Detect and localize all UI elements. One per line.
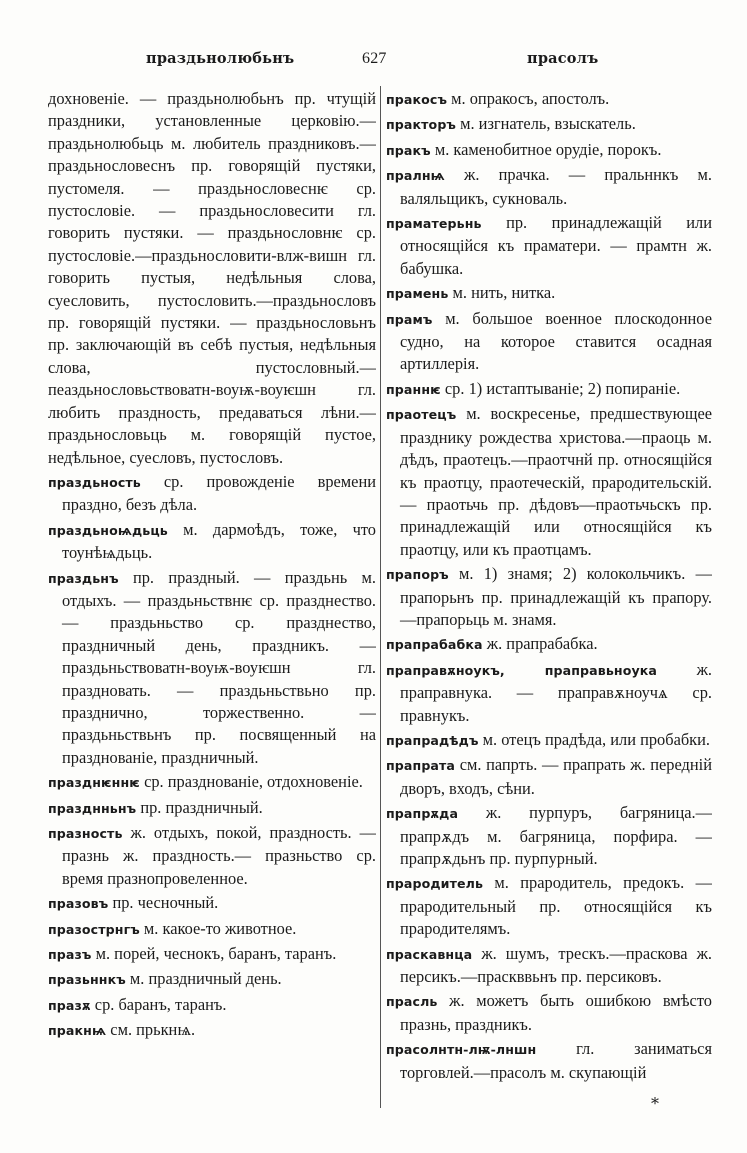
headword: празовъ: [48, 896, 109, 912]
dictionary-entry: [48, 519, 376, 565]
headword: пралнѩ: [386, 168, 445, 184]
definition: ср. празднованіе, отдохновеніе.: [144, 772, 363, 792]
dictionary-entry: [386, 990, 712, 1036]
headword: празъ: [48, 947, 92, 963]
headword: практоръ: [386, 117, 456, 133]
dictionary-entry: [386, 403, 712, 561]
headword: празьннкъ: [48, 972, 126, 988]
headword: прапоръ: [386, 567, 449, 583]
definition: м. нить, нитка.: [452, 283, 556, 303]
definition: пр. принадлежащій или относящійся къ праматери. — прамтн ж. бабушка.: [400, 213, 712, 278]
dictionary-entry: [386, 282, 712, 305]
dictionary-entry: [386, 872, 712, 940]
running-head-right: прасолъ: [527, 50, 599, 67]
definition: м. опракосъ, апостолъ.: [451, 89, 610, 108]
dictionary-entry: [48, 968, 376, 991]
dictionary-entry: [386, 113, 712, 136]
definition: см. прькнѩ.: [110, 1020, 196, 1040]
dictionary-entry: [48, 822, 376, 890]
headword: прамъ: [386, 311, 433, 327]
headword: празднньнъ: [48, 800, 137, 816]
dictionary-entry: [386, 139, 712, 162]
definition: м. отецъ прадѣда, или пробабки.: [482, 729, 711, 749]
dictionary-entry: [386, 378, 712, 401]
definition: см. папрть. — прапрать ж. передній дворъ, входъ, сѣни.: [400, 755, 712, 798]
headword: праздьнъ: [48, 570, 119, 586]
dictionary-entry: [386, 659, 712, 727]
dictionary-entry: [386, 729, 712, 752]
left-column: [48, 88, 376, 1108]
definition: м. дармоѣдъ, тоже, что тоунѣѩдьць.: [62, 519, 376, 563]
headword: праскавнца: [386, 946, 473, 962]
definition: ср. 1) истаптываніе; 2) попираніе.: [444, 378, 681, 398]
headword: праотецъ: [386, 407, 457, 423]
headword: прамень: [386, 286, 449, 302]
definition: пр. праздный. — праздьнь м. отдыхъ. — праздьньствнѥ ср. празднество. — праздьньство ср. празднество, праздничный день, праздникъ. — праздьньствоватн-воуѭ-воуѥшн гл. праздновать. — праздьньствьно пр. празднично, торжественно. — праздьньствьнъ пр. посвященный на празднованіе, праздничный.: [62, 567, 376, 767]
headword: праматерьнь: [386, 216, 482, 232]
headword: празднѥннѥ: [48, 775, 140, 791]
definition: м. воскресенье, предшествующее празднику рождества христова.—праоць м. дѣдъ, праотецъ.—праотчнй пр. относящійся къ праотцу, праотеческій, прародительскій. — праотьчь пр. дѣдовъ—праотьчьскъ пр. принадлежащій или относящійся къ праотцу, или къ праотцамъ.: [400, 404, 712, 559]
definition: ж. праправнука. — праправѫноучѧ ср. правнукъ.: [400, 659, 712, 725]
headword: пракнѩ: [48, 1023, 107, 1039]
dictionary-entry: [386, 1038, 712, 1084]
definition: ж. шумъ, трескъ.—праскова ж. персикъ.—праскввьнъ пр. персиковъ.: [400, 943, 712, 987]
running-head-left: праздьнолюбьнъ: [146, 50, 295, 67]
continued-entry: дохновеніе. — праздьнолюбьнъ пр. чтущій праздники, установленные церковію.—праздьнолюбьць м. любитель праздниковъ.—праздьнословеснъ пр. говорящій пустяки, пустомеля. — праздьнословеснѥ ср. пустословіе. — праздьнословесити гл. говорить пустяки. — праздьнословнѥ ср. пустословіе.—праздьнословити-влж-вишн гл. говорить пустыя, недѣльныя слова, суесловить, пустословить.—праздьнословъ пр. говорящій пустяки. — праздьнословьнъ пр. заключающій въ себѣ пустыя, недѣльныя слова, пустословный.—пеаздьнословьствоватн-воуѭ-воуѥшн гл. любить праздность, предаваться лѣни.—праздьнословьць м. говорящій пустое, недѣльное, суесловъ, пустословъ.: [48, 89, 376, 467]
definition: м. каменобитное орудіе, порокъ.: [434, 139, 662, 159]
headword: праправѫноукъ, праправьноука: [386, 662, 658, 678]
dictionary-entry: [386, 754, 712, 800]
definition: ср. провожденіе времени праздно, безъ дѣла.: [62, 471, 376, 515]
page-header: [0, 50, 747, 76]
headword: празность: [48, 826, 123, 841]
definition: пр. чесночный.: [112, 893, 219, 913]
headword: праздьность: [48, 474, 141, 490]
headword: праннѥ: [386, 381, 441, 397]
headword: прасль: [386, 994, 438, 1010]
dictionary-entry: [386, 633, 712, 656]
headword: прапрѫда: [386, 806, 459, 822]
dictionary-entry: [48, 771, 376, 794]
definition: м. праздничный день.: [129, 969, 282, 989]
definition: м. прародитель, предокъ. —прародительный пр. относящійся къ прародителямъ.: [400, 873, 712, 939]
headword: прасолнтн-лѭ-лншн: [386, 1042, 537, 1058]
dictionary-entry: [48, 567, 376, 770]
headword: пракосъ: [386, 92, 448, 107]
footer-mark: *: [651, 1094, 659, 1113]
dictionary-entry: [386, 943, 712, 989]
headword: праздьноѩдьць: [48, 522, 168, 538]
definition: ж. прапрабабка.: [486, 634, 598, 654]
dictionary-entry: [386, 308, 712, 376]
column-divider: [380, 86, 381, 1108]
dictionary-entry: [386, 802, 712, 870]
definition: м. большое военное плоскодонное судно, на которое ставится осадная артиллерія.: [400, 308, 712, 374]
headword: празострнгъ: [48, 921, 140, 937]
headword: прапрабабка: [386, 637, 483, 653]
dictionary-entry: [386, 88, 712, 111]
dictionary-entry: [48, 797, 376, 820]
headword: прапрадѣдъ: [386, 732, 479, 748]
definition: ж. прачка. — пральннкъ м. валяльщикъ, сукноваль.: [400, 165, 712, 208]
dictionary-entry: [48, 471, 376, 517]
definition: ж. пурпуръ, багряница.— прапрѫдъ м. багряница, порфира. —прапрѫдьнъ пр. пурпурный.: [400, 803, 712, 868]
definition: ср. баранъ, таранъ.: [94, 994, 227, 1014]
headword: прародитель: [386, 876, 484, 892]
definition: м. изгнатель, взыскатель.: [460, 114, 636, 134]
definition: ж. можетъ быть ошибкою вмѣсто празнь, праздникъ.: [400, 991, 712, 1034]
dictionary-entry: [386, 212, 712, 280]
dictionary-entry: [386, 563, 712, 631]
definition: м. 1) знамя; 2) колокольчикъ. —прапорьнъ пр. принадлежащій къ прапору.—прапорьць м. знамя.: [400, 564, 712, 629]
dictionary-entry: [386, 164, 712, 210]
dictionary-entry: [48, 994, 376, 1017]
right-column: [386, 88, 712, 1108]
definition: ж. отдыхъ, покой, праздность. — празнь ж. праздность.— празньство ср. время празнопровеленное.: [62, 823, 376, 888]
definition: м. какое-то животное.: [143, 918, 297, 938]
page-number: 627: [362, 50, 387, 67]
headword: прапрата: [386, 758, 456, 774]
definition: пр. праздничный.: [140, 797, 263, 817]
dictionary-entry: [48, 943, 376, 966]
dictionary-entry: [48, 892, 376, 915]
headword: празѫ: [48, 997, 91, 1013]
dictionary-entry: [48, 1019, 376, 1042]
headword: пракъ: [386, 142, 431, 158]
definition: гл. заниматься торговлей.—прасолъ м. скупающій: [400, 1039, 712, 1082]
dictionary-entry: [48, 918, 376, 941]
definition: м. порей, чеснокъ, баранъ, таранъ.: [95, 944, 337, 964]
